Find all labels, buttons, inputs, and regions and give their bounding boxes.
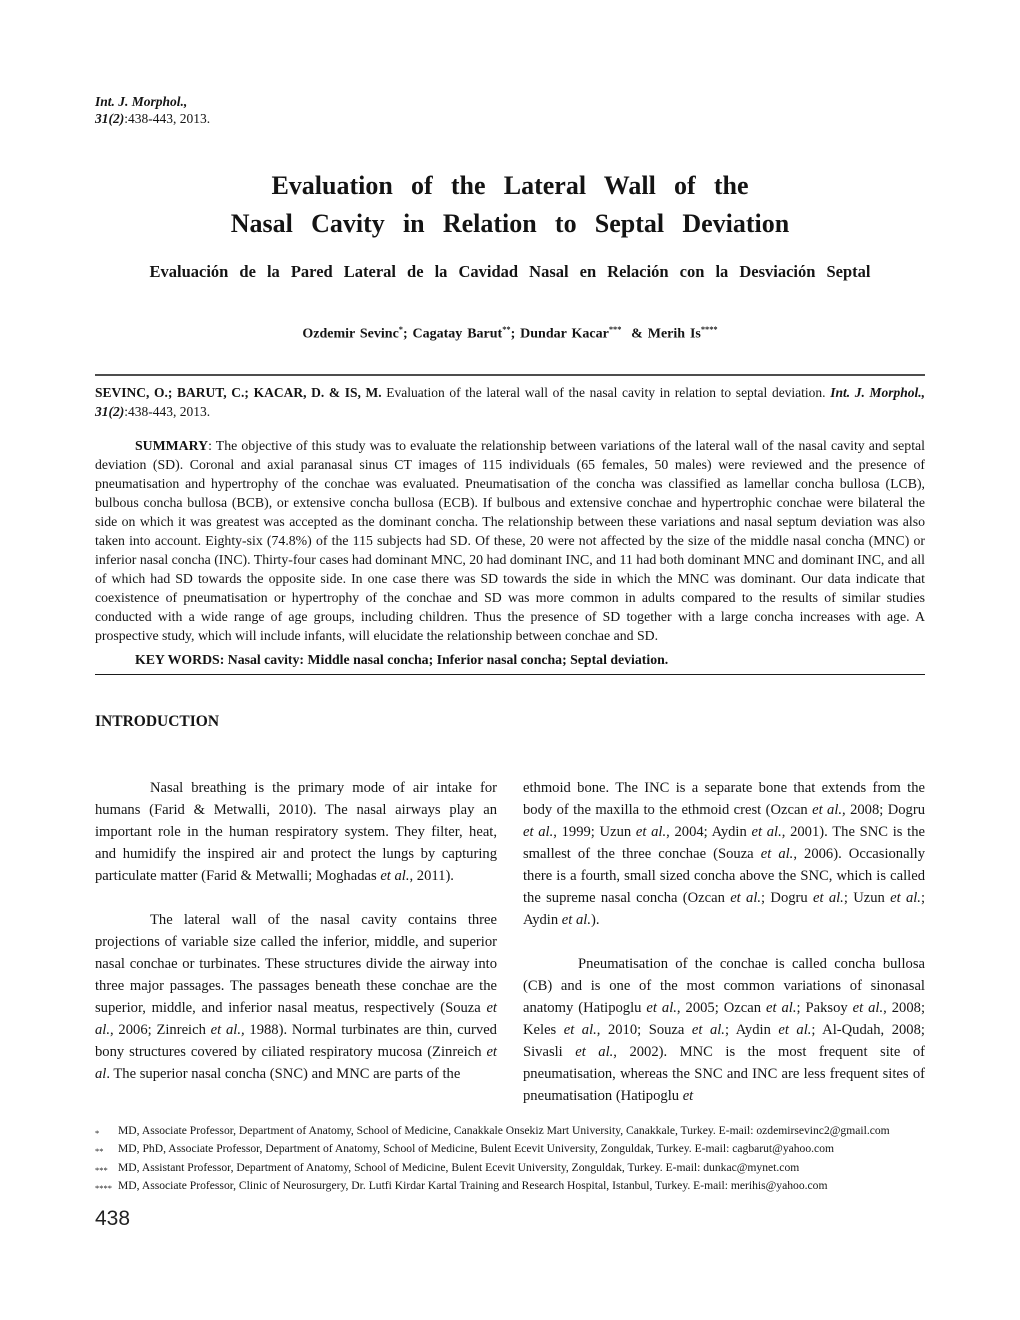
citation-paragraph: SEVINC, O.; BARUT, C.; KACAR, D. & IS, M. Evaluation of the lateral wall of the nasal cavity in relation to septal deviation. Int. J. Morphol., 31(2):438-443, 2013.	[95, 384, 926, 419]
footnote	[95, 1160, 925, 1179]
paragraph: Nasal breathing is the primary mode of air intake for humans (Farid & Metwalli, 2010). The nasal airways play an important role in the human respiratory system. They filter, heat, and humidify the inspired air and protect the lungs by capturing particulate matter (Farid & Metwalli; Moghadas et al., 2011).	[95, 779, 497, 884]
paper-title-line1: Evaluation of the Lateral Wall of the	[271, 171, 749, 200]
body-left-column	[95, 777, 497, 1107]
body-right-column	[523, 777, 925, 1107]
journal-header	[95, 93, 925, 127]
journal-issue: 31(2):438-443, 2013.	[95, 111, 211, 126]
footnote	[95, 1123, 925, 1142]
footnote-text: MD, PhD, Associate Professor, Department of Anatomy, School of Medicine, Bulent Ecevit University, Zonguldak, Turkey. E-mail: cagbarut@yahoo.com	[118, 1142, 835, 1156]
introduction-body	[95, 777, 925, 1107]
keywords-divider-rule	[95, 674, 925, 675]
footnote-text: MD, Associate Professor, Department of Anatomy, School of Medicine, Canakkale Onsekiz Mart University, Canakkale, Turkey. E-mail: ozdemirsevinc2@gmail.com	[118, 1123, 890, 1137]
footnotes-block	[95, 1123, 925, 1197]
paragraph: ethmoid bone. The INC is a separate bone that extends from the body of the maxilla to the ethmoid crest (Ozcan et al., 2008; Dogru et al., 1999; Uzun et al., 2004; Aydin et al., 2001). The SNC is the smallest of the three conchae (Souza et al., 2006). Occasionally there is a fourth, small sized concha above the SNC, which is called the supreme nasal concha (Ozcan et al.; Dogru et al.; Uzun et al.; Aydin et al.).	[523, 779, 926, 928]
summary-paragraph: SUMMARY: The objective of this study was to evaluate the relationship between variations of the lateral wall of the nasal cavity and septal deviation (SD). Coronal and axial paranasal sinus CT images of 115 individuals (65 females, 50 males) were reviewed and the presence of pneumatisation and hypertrophy of the conchae was evaluated. Pneumatisation of the concha was classified as lamellar concha bullosa (LCB), bulbous concha bullosa (BCB), or extensive concha bullosa (ECB). If bulbous and extensive conchae and hypertrophic conchae were bilateral the side on which it was greatest was accepted as the dominant concha. The relationship between these variations and nasal septum deviation was also taken into account. Eighty-six (74.8%) of the 115 subjects had SD. Of these, 20 were not affected by the size of the middle nasal concha (MNC) or inferior nasal concha (INC). Thirty-four cases had dominant MNC, 20 had dominant INC, and 11 had both dominant MNC and dominant INC, and all of which had SD towards the opposite side. In one case there was SD towards the side in which the MNC was dominant. Our data indicate that coexistence of pneumatisation or hypertrophy of the conchae and SD was more common in adults compared to the results of similar studies conducted with a wide range of age groups, including children. Thus the presence of SD together with a large concha increases with age. A prospective study, which will include infants, will elucidate the relationship between conchae and SD.	[95, 437, 925, 643]
page-number: 438	[95, 1206, 131, 1230]
journal-name: Int. J. Morphol.,	[95, 94, 188, 109]
introduction-heading: INTRODUCTION	[95, 712, 220, 730]
paper-subtitle-spanish: Evaluación de la Pared Lateral de la Cavidad Nasal en Relación con la Desviación Septal	[149, 262, 871, 281]
authors-line: Ozdemir Sevinc*; Cagatay Barut**; Dundar Kacar*** & Merih Is****	[302, 325, 718, 342]
paper-title-line2: Nasal Cavity in Relation to Septal Deviation	[230, 209, 790, 238]
footnote-text: MD, Assistant Professor, Department of Anatomy, School of Medicine, Bulent Ecevit University, Zonguldak, Turkey. E-mail: dunkac@mynet.com	[118, 1160, 800, 1174]
footnote	[95, 1178, 925, 1197]
paragraph: The lateral wall of the nasal cavity contains three projections of variable size called the inferior, middle, and superior nasal conchae or turbinates. These structures divide the airway into three major passages. The passages beneath these conchae are the superior, middle, and inferior nasal meatus, respectively (Souza et al., 2006; Zinreich et al., 1988). Normal turbinates are thin, curved bony structures covered by ciliated respiratory mucosa (Zinreich et al. The superior nasal concha (SNC) and MNC are parts of the	[95, 911, 497, 1082]
keywords-line: KEY WORDS: Nasal cavity: Middle nasal concha; Inferior nasal concha; Septal deviation.	[135, 651, 669, 667]
paper-title	[95, 167, 925, 243]
footnote	[95, 1141, 925, 1160]
footnote-marker: ****	[95, 1183, 112, 1194]
footnote-marker: ***	[95, 1164, 108, 1175]
footnote-text: MD, Associate Professor, Clinic of Neurosurgery, Dr. Lutfi Kirdar Kartal Training and Research Hospital, Istanbul, Turkey. E-mail: merihis@yahoo.com	[118, 1179, 828, 1193]
paragraph: Pneumatisation of the conchae is called concha bullosa (CB) and is one of the most common variations of sinonasal anatomy (Hatipoglu et al., 2005; Ozcan et al.; Paksoy et al., 2008; Keles et al., 2010; Souza et al.; Aydin et al.; Al-Qudah, 2008; Sivasli et al., 2002). MNC is the most frequent site of pneumatisation, whereas the SNC and INC are less frequent sites of pneumatisation (Hatipoglu et	[523, 955, 925, 1104]
footnote-marker: *	[95, 1127, 100, 1138]
citation-divider-rule	[95, 374, 925, 376]
footnote-marker: **	[95, 1146, 104, 1157]
